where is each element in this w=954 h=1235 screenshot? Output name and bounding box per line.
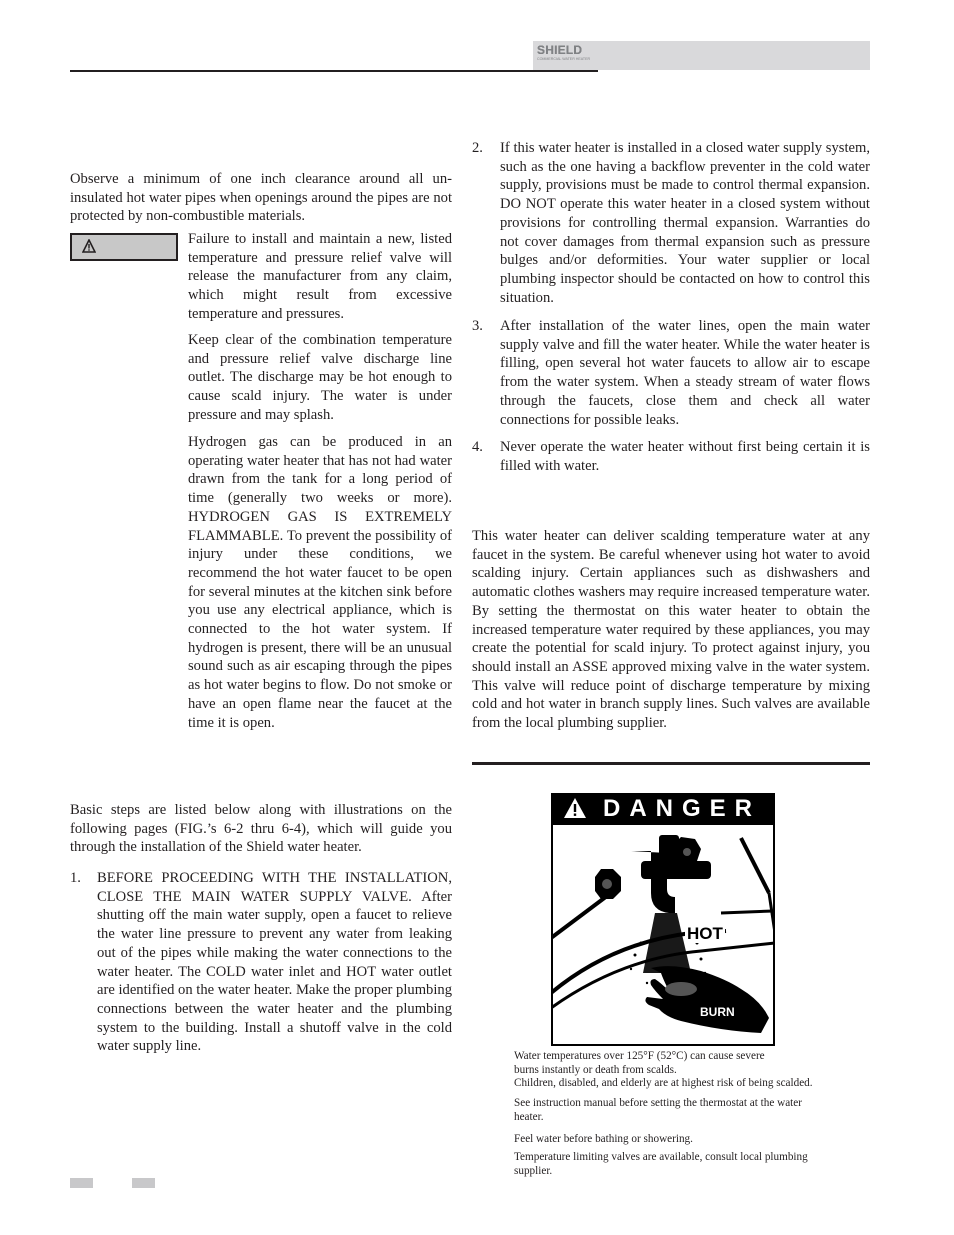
header-band [533, 41, 870, 70]
step-2-number: 2. [472, 140, 483, 156]
step-1-number: 1. [70, 870, 81, 886]
hot-label: HOT [687, 924, 723, 943]
danger-scald-illustration [551, 793, 775, 1046]
step-4-number: 4. [472, 439, 483, 455]
step-2-text: If this water heater is installed in a closed water supply system, such as the one having a backflow preventer in the cold water supply, provisions must be made to control thermal expansion. DO NOT operate this water heater in a closed system without provisions for controlling thermal expansion. Warranties do not cover damages from thermal expansion such as pressure bulges and/or deformities. Your water supplier or local plumbing inspector should be contacted on how to control this situation. [500, 140, 870, 306]
footer-tab-right [132, 1178, 155, 1188]
caption-manual: See instruction manual before setting the thermostat at the water heater. [514, 1097, 802, 1123]
shield-logo [537, 44, 599, 66]
danger-sign [551, 793, 775, 1046]
warning-paragraph-relief-valve: Failure to install and maintain a new, listed temperature and pressure relief valve will release the manufacturer from any claim, which might result from excessive temperature and pressures. [188, 231, 452, 322]
header-rule [70, 70, 598, 72]
step-1-text: BEFORE PROCEEDING WITH THE INSTALLATION, CLOSE THE MAIN WATER SUPPLY VALVE. After shutting off the main water supply, open a faucet to relieve the water line pressure to prevent any water from leaking out of the pipes while making the water connections to the water heater. The COLD water inlet and HOT water outlet are identified on the water heater. Make the proper plumbing connections between the water heater and the plumbing system to the building. Install a shutoff valve in the cold water supply line. [97, 870, 452, 1055]
warning-paragraph-discharge: Keep clear of the combination temperature and pressure relief valve discharge line outlet. The discharge may be hot enough to cause scald injury. The water is under pressure and may splash. [188, 332, 452, 423]
logo-subtext: COMMERCIAL WATER HEATER [537, 57, 591, 61]
warning-paragraph-hydrogen: Hydrogen gas can be produced in an operating water heater that has not had water drawn from the tank for a long period of time (generally two weeks or more). HYDROGEN GAS IS EXTREMELY FLAMMABLE. To prevent the possibility of injury under these conditions, we recommend the hot water faucet to be open for several minutes at the kitchen sink before you use any electrical appliance, which is connected to the hot water system. If hydrogen is present, there will be an unusual sound such as air escaping through the pipes as hot water begins to flow. Do not smoke or have an open flame near the faucet at the time it is open. [188, 434, 452, 731]
logo-text: SHIELD [537, 43, 583, 57]
step-4-text: Never operate the water heater without first being certain it is filled with water. [500, 439, 870, 474]
step-3-text: After installation of the water lines, open the main water supply valve and fill the water heater. While the water heater is filling, open several hot water faucets to allow air to escape from the water system. When a steady stream of water flows through the faucets, close them and check all water connections for possible leaks. [500, 318, 870, 428]
footer-tab-left [70, 1178, 93, 1188]
danger-title: DANGER [603, 795, 762, 822]
burn-label: BURN [700, 1005, 735, 1019]
caption-valves: Temperature limiting valves are available, consult local plumbing supplier. [514, 1151, 808, 1177]
caption-risk: Children, disabled, and elderly are at highest risk of being scalded. [514, 1077, 813, 1089]
caption-feel-water: Feel water before bathing or showering. [514, 1133, 693, 1145]
caption-temperature: Water temperatures over 125°F (52°C) can cause severe burns instantly or death from scalds. [514, 1050, 765, 1076]
warning-box [70, 233, 178, 261]
section-rule [472, 762, 870, 765]
clearance-paragraph: Observe a minimum of one inch clearance around all un-insulated hot water pipes when openings around the pipes are not protected by non-combustible materials. [70, 171, 452, 225]
step-3-number: 3. [472, 318, 483, 334]
warning-triangle-icon [82, 239, 96, 253]
basic-steps-paragraph: Basic steps are listed below along with illustrations on the following pages (FIG.’s 6-2 thru 6-4), which will guide you through the installation of the Shield water heater. [70, 802, 452, 856]
scald-paragraph: This water heater can deliver scalding temperature water at any faucet in the system. Be careful whenever using hot water to avoid scalding injury. Certain appliances such as dishwashers and automatic clothes washers may require increased temperature water. By setting the thermostat on this water heater to obtain the increased temperature water required by these appliances, you may create the potential for scald injury. To protect against injury, you should install an ASSE approved mixing valve in the water system. This valve will reduce point of discharge temperature by mixing cold and hot water in branch supply lines. Such valves are available from the local plumbing supplier. [472, 528, 870, 732]
